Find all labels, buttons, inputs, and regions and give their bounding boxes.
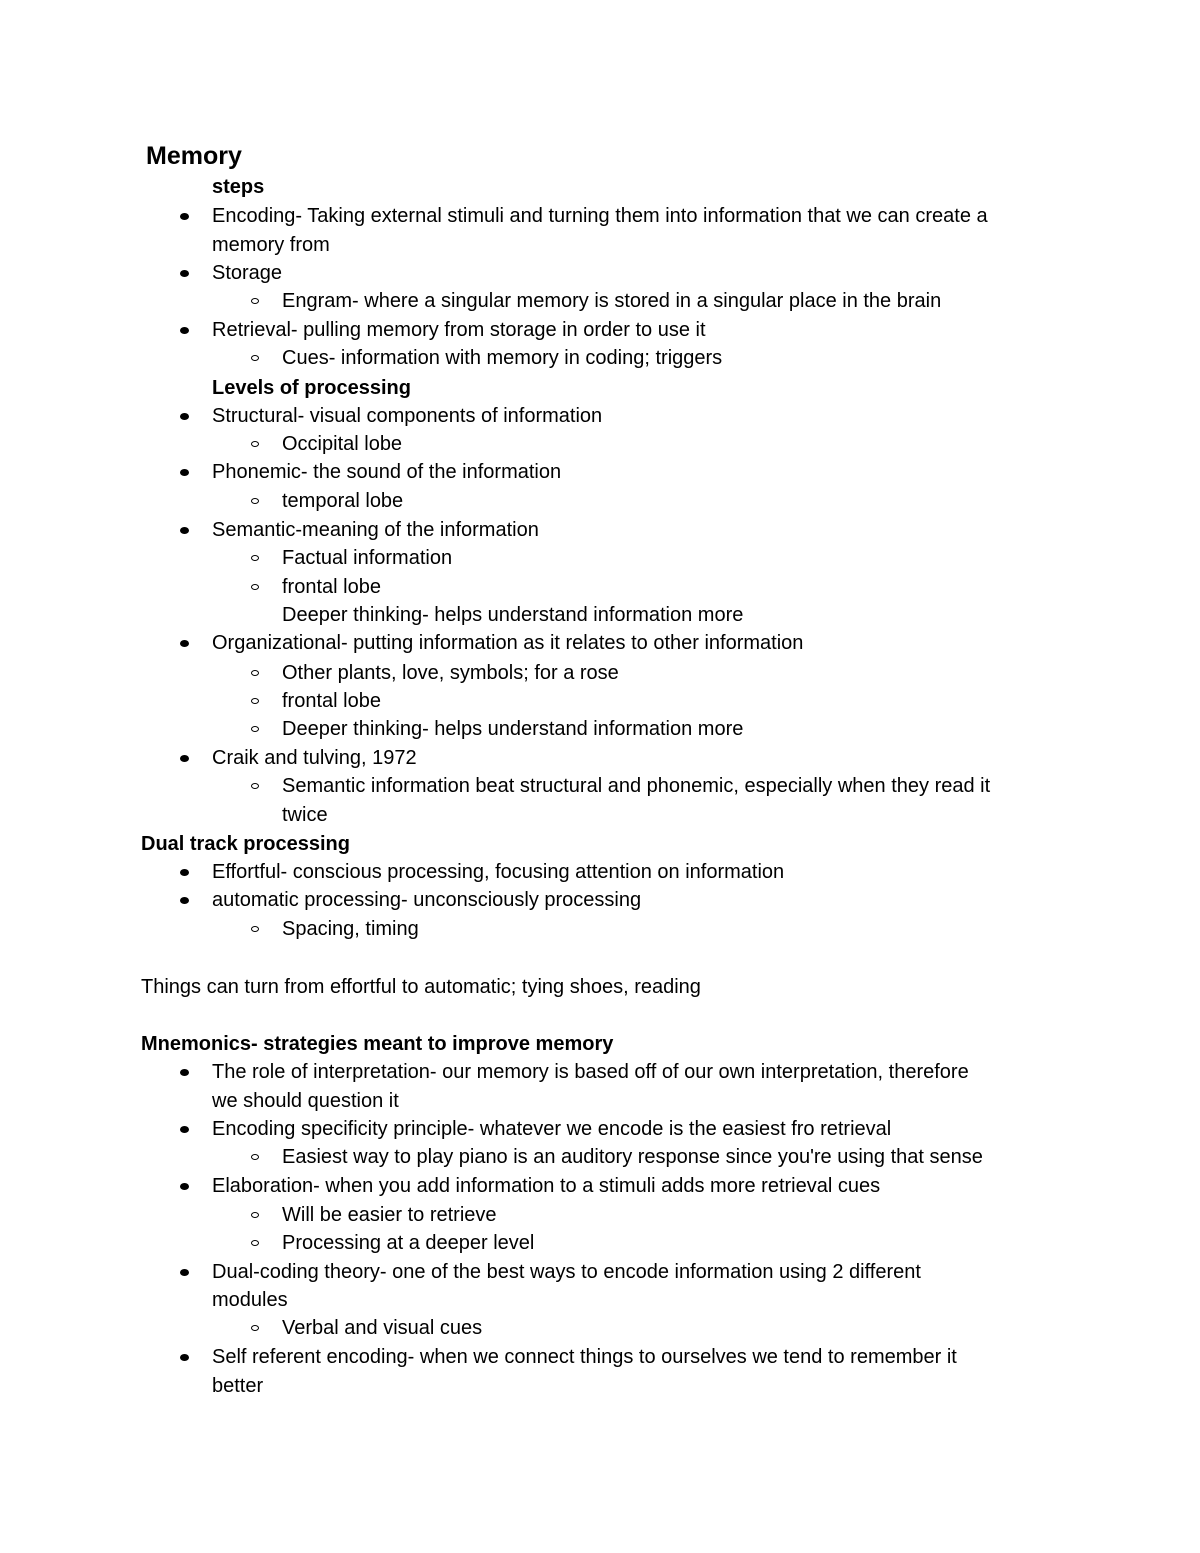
sub-bullet-text: Easiest way to play piano is an auditory response since you're using that sense <box>282 1146 983 1168</box>
bullet-text: better <box>212 1375 264 1397</box>
bullet-text: Storage <box>212 262 283 284</box>
bullet-text: Semantic-meaning of the information <box>212 519 539 541</box>
sub-bullet-text: Other plants, love, symbols; for a rose <box>282 662 619 684</box>
bullet-text: Craik and tulving, 1972 <box>212 747 417 769</box>
sub-bullet-text: frontal lobe <box>282 576 381 598</box>
page-title: Memory <box>146 142 242 170</box>
sub-bullet-text: temporal lobe <box>282 490 404 512</box>
sub-bullet-text: Factual information <box>282 547 453 569</box>
section-heading: Levels of processing <box>212 377 411 399</box>
bullet-text: automatic processing- unconsciously processing <box>212 889 642 911</box>
section-heading: steps <box>212 176 265 198</box>
bullet-dot-icon <box>180 1183 189 1190</box>
hollow-bullet-icon <box>251 498 259 504</box>
bullet-text: Encoding- Taking external stimuli and turning them into information that we can create a <box>212 205 988 227</box>
hollow-bullet-icon <box>251 1325 259 1331</box>
hollow-bullet-icon <box>251 355 259 361</box>
hollow-bullet-icon <box>251 1212 259 1218</box>
bullet-text: Phonemic- the sound of the information <box>212 461 562 483</box>
sub-bullet-text: frontal lobe <box>282 690 381 712</box>
section-heading: Dual track processing <box>141 833 350 855</box>
sub-bullet-text: Engram- where a singular memory is stored in a singular place in the brain <box>282 290 942 312</box>
bullet-text: Things can turn from effortful to automatic; tying shoes, reading <box>141 976 701 998</box>
bullet-dot-icon <box>180 1269 189 1276</box>
sub-bullet-text: Processing at a deeper level <box>282 1232 535 1254</box>
sub-bullet-text: Deeper thinking- helps understand information more <box>282 718 744 740</box>
hollow-bullet-icon <box>251 726 259 732</box>
bullet-text: Organizational- putting information as it relates to other information <box>212 632 804 654</box>
hollow-bullet-icon <box>251 555 259 561</box>
bullet-text: Structural- visual components of information <box>212 405 603 427</box>
bullet-dot-icon <box>180 413 189 420</box>
hollow-bullet-icon <box>251 698 259 704</box>
bullet-dot-icon <box>180 755 189 762</box>
hollow-bullet-icon <box>251 783 259 789</box>
hollow-bullet-icon <box>251 298 259 304</box>
bullet-text: memory from <box>212 234 330 256</box>
sub-bullet-text: Occipital lobe <box>282 433 403 455</box>
bullet-dot-icon <box>180 869 189 876</box>
hollow-bullet-icon <box>251 670 259 676</box>
hollow-bullet-icon <box>251 441 259 447</box>
hollow-bullet-icon <box>251 1154 259 1160</box>
sub-bullet-text: Cues- information with memory in coding; triggers <box>282 347 723 369</box>
bullet-text: Dual-coding theory- one of the best ways to encode information using 2 different <box>212 1261 921 1283</box>
bullet-dot-icon <box>180 469 189 476</box>
bullet-text: Retrieval- pulling memory from storage in order to use it <box>212 319 706 341</box>
bullet-dot-icon <box>180 1069 189 1076</box>
bullet-text: Encoding specificity principle- whatever we encode is the easiest fro retrieval <box>212 1118 892 1140</box>
bullet-dot-icon <box>180 527 189 534</box>
bullet-dot-icon <box>180 640 189 647</box>
bullet-text: The role of interpretation- our memory is based off of our own interpretation, therefore <box>212 1061 969 1083</box>
sub-bullet-text: Semantic information beat structural and phonemic, especially when they read it <box>282 775 991 797</box>
bullet-text: we should question it <box>212 1090 399 1112</box>
bullet-text: Deeper thinking- helps understand information more <box>282 604 744 626</box>
bullet-text: Elaboration- when you add information to a stimuli adds more retrieval cues <box>212 1175 881 1197</box>
sub-bullet-text: Verbal and visual cues <box>282 1317 483 1339</box>
section-heading: Mnemonics- strategies meant to improve memory <box>141 1033 614 1055</box>
bullet-dot-icon <box>180 213 189 220</box>
hollow-bullet-icon <box>251 584 259 590</box>
bullet-text: Effortful- conscious processing, focusing attention on information <box>212 861 785 883</box>
bullet-text: Self referent encoding- when we connect things to ourselves we tend to remember it <box>212 1346 957 1368</box>
hollow-bullet-icon <box>251 926 259 932</box>
bullet-text: twice <box>282 804 328 826</box>
bullet-dot-icon <box>180 1126 189 1133</box>
bullet-dot-icon <box>180 327 189 334</box>
bullet-dot-icon <box>180 1354 189 1361</box>
sub-bullet-text: Spacing, timing <box>282 918 419 940</box>
bullet-dot-icon <box>180 897 189 904</box>
hollow-bullet-icon <box>251 1240 259 1246</box>
bullet-text: modules <box>212 1289 288 1311</box>
sub-bullet-text: Will be easier to retrieve <box>282 1204 497 1226</box>
bullet-dot-icon <box>180 270 189 277</box>
